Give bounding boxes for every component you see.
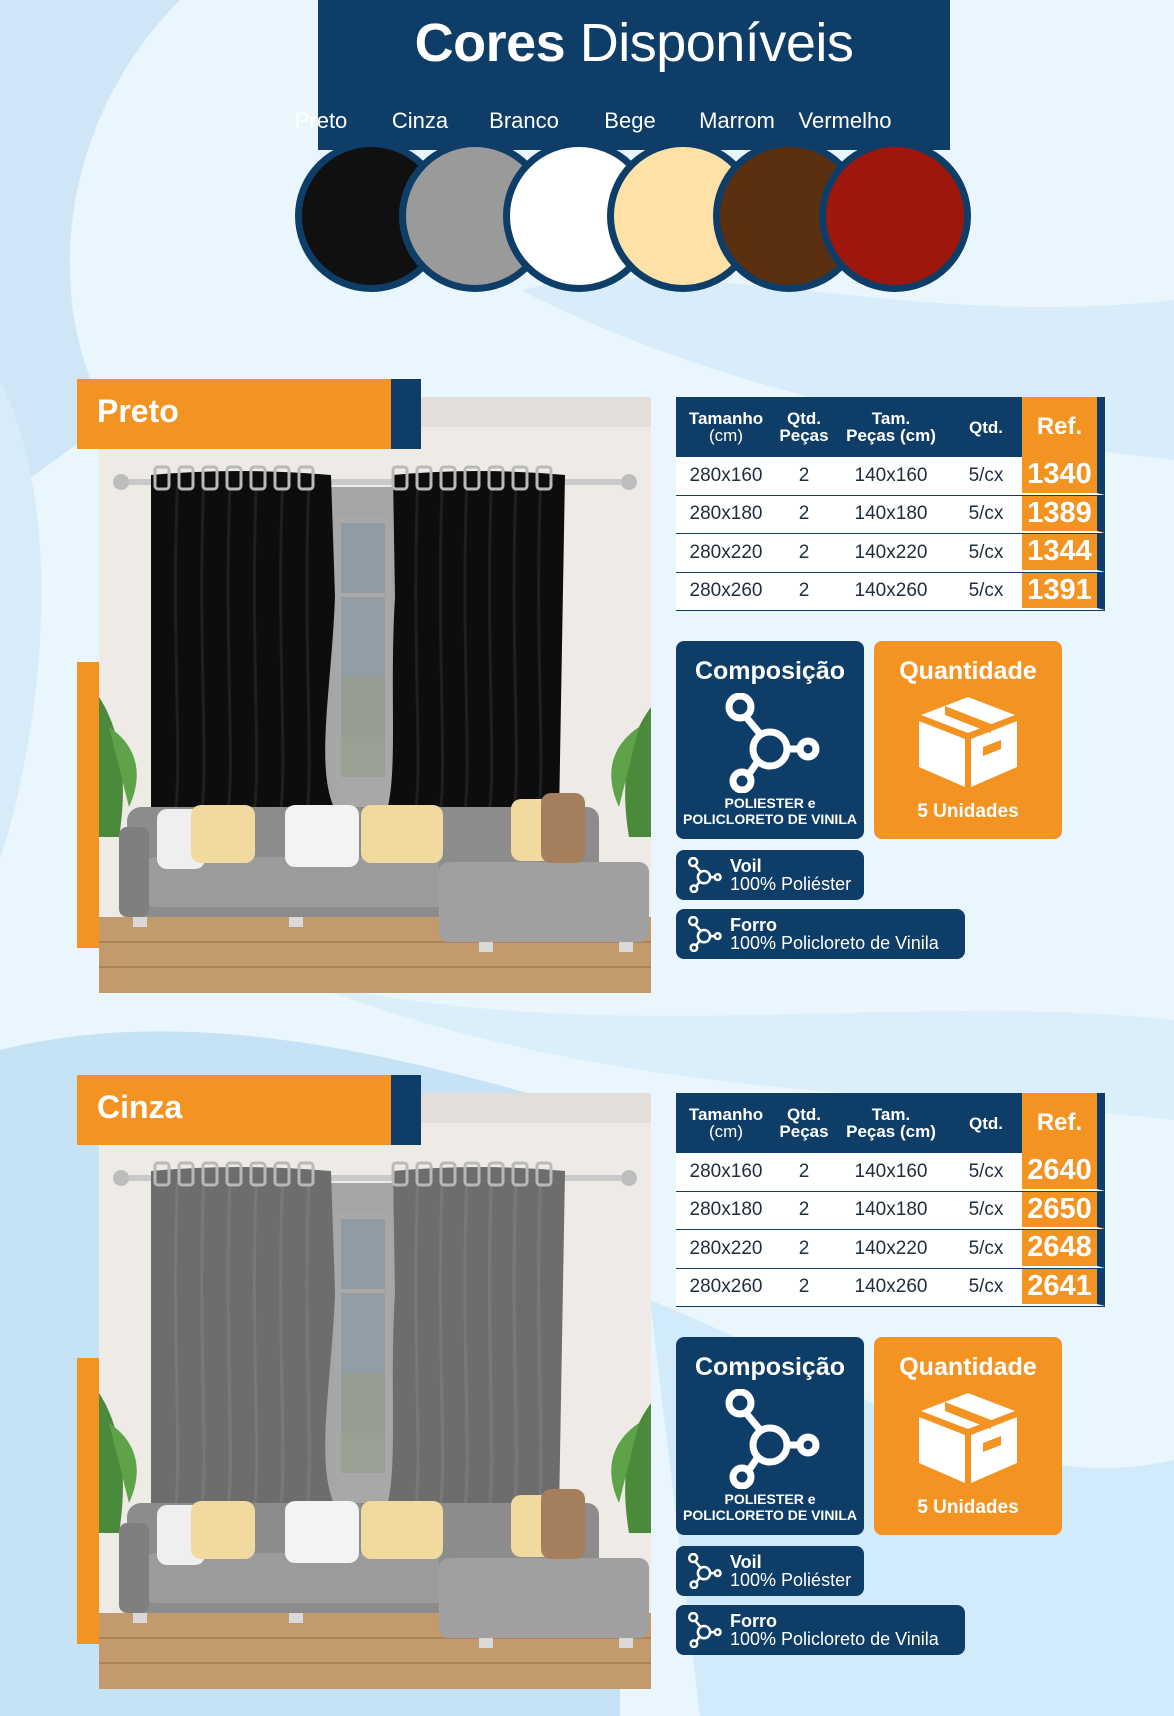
composicao-desc xyxy=(676,1491,864,1523)
cell-pecas: 2 xyxy=(798,503,810,525)
th-tamanho xyxy=(676,397,776,457)
composicao-title: Composição xyxy=(694,1353,846,1381)
product-photo xyxy=(99,1093,651,1689)
th-tamanho xyxy=(676,1093,776,1153)
table-row xyxy=(676,1192,1105,1231)
composicao-line2: POLICLORETO DE VINILA xyxy=(683,811,857,827)
room-illustration xyxy=(99,397,651,993)
forro-desc: 100% Policloreto de Vinila xyxy=(730,1629,939,1649)
table-header xyxy=(676,1093,1105,1153)
molecule-icon xyxy=(720,1389,820,1489)
th-qtd-label: Qtd. xyxy=(787,1105,821,1124)
molecule-icon xyxy=(720,693,820,793)
table-row xyxy=(676,457,1105,496)
th-tam-pecas xyxy=(832,397,950,457)
cell-qtd: 5/cx xyxy=(968,1237,1004,1259)
swatch-label-3: Bege xyxy=(604,108,656,133)
th-tam-label: Tam. xyxy=(871,1105,911,1124)
forro-badge xyxy=(676,1605,965,1655)
cell-tamanho: 280x160 xyxy=(689,1160,763,1182)
cell-pecas: 2 xyxy=(798,1237,810,1259)
cell-tam-pecas: 140x260 xyxy=(854,580,928,602)
table-row xyxy=(676,1230,1105,1269)
product-section-preto xyxy=(0,379,1174,1019)
voil-badge xyxy=(676,1546,864,1596)
th-tamanho-unit: (cm) xyxy=(709,1122,743,1141)
cell-pecas: 2 xyxy=(798,1199,810,1221)
cell-pecas: 2 xyxy=(798,580,810,602)
th-pecas-label: Peças xyxy=(779,426,829,445)
voil-title: Voil xyxy=(730,1552,762,1572)
quantidade-card xyxy=(874,641,1062,839)
cell-qtd: 5/cx xyxy=(968,580,1004,602)
cell-qtd: 5/cx xyxy=(968,1160,1004,1182)
cell-tam-pecas: 140x180 xyxy=(854,503,928,525)
cell-tamanho: 280x160 xyxy=(689,464,763,486)
cell-pecas: 2 xyxy=(798,1160,810,1182)
product-name-tab: Cinza xyxy=(77,1075,391,1145)
molecule-icon xyxy=(686,916,722,952)
cell-tamanho: 280x180 xyxy=(689,1199,763,1221)
cell-qtd: 5/cx xyxy=(968,464,1004,486)
composicao-title: Composição xyxy=(694,657,846,685)
cell-tam-pecas: 140x260 xyxy=(854,1276,928,1298)
voil-desc: 100% Poliéster xyxy=(730,874,852,894)
cell-qtd: 5/cx xyxy=(968,1276,1004,1298)
th-tamanho-label: Tamanho xyxy=(688,1105,764,1124)
th-tamanho-label: Tamanho xyxy=(688,409,764,428)
cell-ref: 1344 xyxy=(1022,534,1105,572)
molecule-icon xyxy=(686,1553,722,1589)
cell-tamanho: 280x180 xyxy=(689,503,763,525)
cell-pecas: 2 xyxy=(798,541,810,563)
th-qtd: Qtd. xyxy=(969,1113,1003,1133)
forro-title: Forro xyxy=(730,1611,777,1631)
quantidade-title: Quantidade xyxy=(899,657,1037,685)
spec-table xyxy=(676,1093,1105,1307)
quantidade-title: Quantidade xyxy=(899,1353,1037,1381)
cell-tam-pecas: 140x160 xyxy=(854,1160,928,1182)
curtain-right xyxy=(385,467,565,817)
quantidade-value: 5 Unidades xyxy=(917,1497,1019,1518)
cell-ref: 2641 xyxy=(1022,1269,1105,1307)
table-row xyxy=(676,1153,1105,1192)
navy-tab-accent xyxy=(391,379,421,449)
cell-pecas: 2 xyxy=(798,1276,810,1298)
composicao-card xyxy=(676,641,864,839)
navy-tab-accent xyxy=(391,1075,421,1145)
swatch-label-4: Marrom xyxy=(699,108,775,133)
cell-tam-pecas: 140x180 xyxy=(854,1199,928,1221)
color-swatch-5[interactable] xyxy=(819,140,971,292)
product-name-tab: Preto xyxy=(77,379,391,449)
swatch-label-1: Cinza xyxy=(391,108,449,133)
product-section-cinza xyxy=(0,1075,1174,1715)
table-header xyxy=(676,397,1105,457)
composicao-card xyxy=(676,1337,864,1535)
cell-ref: 2648 xyxy=(1022,1230,1105,1268)
table-row xyxy=(676,573,1105,612)
composicao-line1: POLIESTER e xyxy=(724,795,816,811)
forro-badge xyxy=(676,909,965,959)
table-row xyxy=(676,496,1105,535)
th-ref: Ref. xyxy=(1022,1093,1105,1153)
swatch-label-2: Branco xyxy=(489,108,559,133)
molecule-icon xyxy=(686,1612,722,1648)
cell-tam-pecas: 140x220 xyxy=(854,541,928,563)
cell-tam-pecas: 140x220 xyxy=(854,1237,928,1259)
th-tam-pecas-label: Peças (cm) xyxy=(846,426,936,445)
room-illustration xyxy=(99,1093,651,1689)
cell-ref: 1391 xyxy=(1022,573,1105,611)
box-icon xyxy=(915,693,1021,789)
title-bold: Cores xyxy=(414,13,566,73)
orange-side-bar xyxy=(77,1358,99,1644)
cell-tamanho: 280x260 xyxy=(689,580,763,602)
forro-desc: 100% Policloreto de Vinila xyxy=(730,933,939,953)
voil-desc: 100% Poliéster xyxy=(730,1570,852,1590)
th-ref: Ref. xyxy=(1022,397,1105,457)
colors-title xyxy=(318,12,950,74)
cell-qtd: 5/cx xyxy=(968,1199,1004,1221)
spec-table xyxy=(676,397,1105,611)
th-qtd: Qtd. xyxy=(969,417,1003,437)
cell-tamanho: 280x260 xyxy=(689,1276,763,1298)
molecule-icon xyxy=(686,857,722,893)
curtain-left xyxy=(151,467,339,817)
th-qtd-label: Qtd. xyxy=(787,409,821,428)
quantidade-value: 5 Unidades xyxy=(917,801,1019,822)
orange-side-bar xyxy=(77,662,99,948)
cell-pecas: 2 xyxy=(798,464,810,486)
curtain-right xyxy=(385,1163,565,1513)
cell-qtd: 5/cx xyxy=(968,541,1004,563)
forro-title: Forro xyxy=(730,915,777,935)
composicao-line2: POLICLORETO DE VINILA xyxy=(683,1507,857,1523)
table-row xyxy=(676,534,1105,573)
cell-qtd: 5/cx xyxy=(968,503,1004,525)
table-row xyxy=(676,1269,1105,1308)
voil-badge xyxy=(676,850,864,900)
product-photo xyxy=(99,397,651,993)
composicao-desc xyxy=(676,795,864,827)
swatch-label-5: Vermelho xyxy=(798,108,892,133)
th-qtd-pecas xyxy=(776,1093,832,1153)
cell-ref: 2650 xyxy=(1022,1192,1105,1230)
cell-tam-pecas: 140x160 xyxy=(854,464,928,486)
th-tam-pecas xyxy=(832,1093,950,1153)
box-icon xyxy=(915,1389,1021,1485)
cell-ref: 2640 xyxy=(1022,1153,1105,1191)
th-tam-label: Tam. xyxy=(871,409,911,428)
cell-ref: 1340 xyxy=(1022,457,1105,495)
th-pecas-label: Peças xyxy=(779,1122,829,1141)
voil-title: Voil xyxy=(730,856,762,876)
th-qtd-pecas xyxy=(776,397,832,457)
swatch-label-0: Preto xyxy=(294,108,348,133)
title-light: Disponíveis xyxy=(579,13,854,73)
curtain-left xyxy=(151,1163,339,1513)
cell-tamanho: 280x220 xyxy=(689,1237,763,1259)
cell-ref: 1389 xyxy=(1022,496,1105,534)
composicao-line1: POLIESTER e xyxy=(724,1491,816,1507)
th-tam-pecas-label: Peças (cm) xyxy=(846,1122,936,1141)
th-tamanho-unit: (cm) xyxy=(709,426,743,445)
cell-tamanho: 280x220 xyxy=(689,541,763,563)
quantidade-card xyxy=(874,1337,1062,1535)
